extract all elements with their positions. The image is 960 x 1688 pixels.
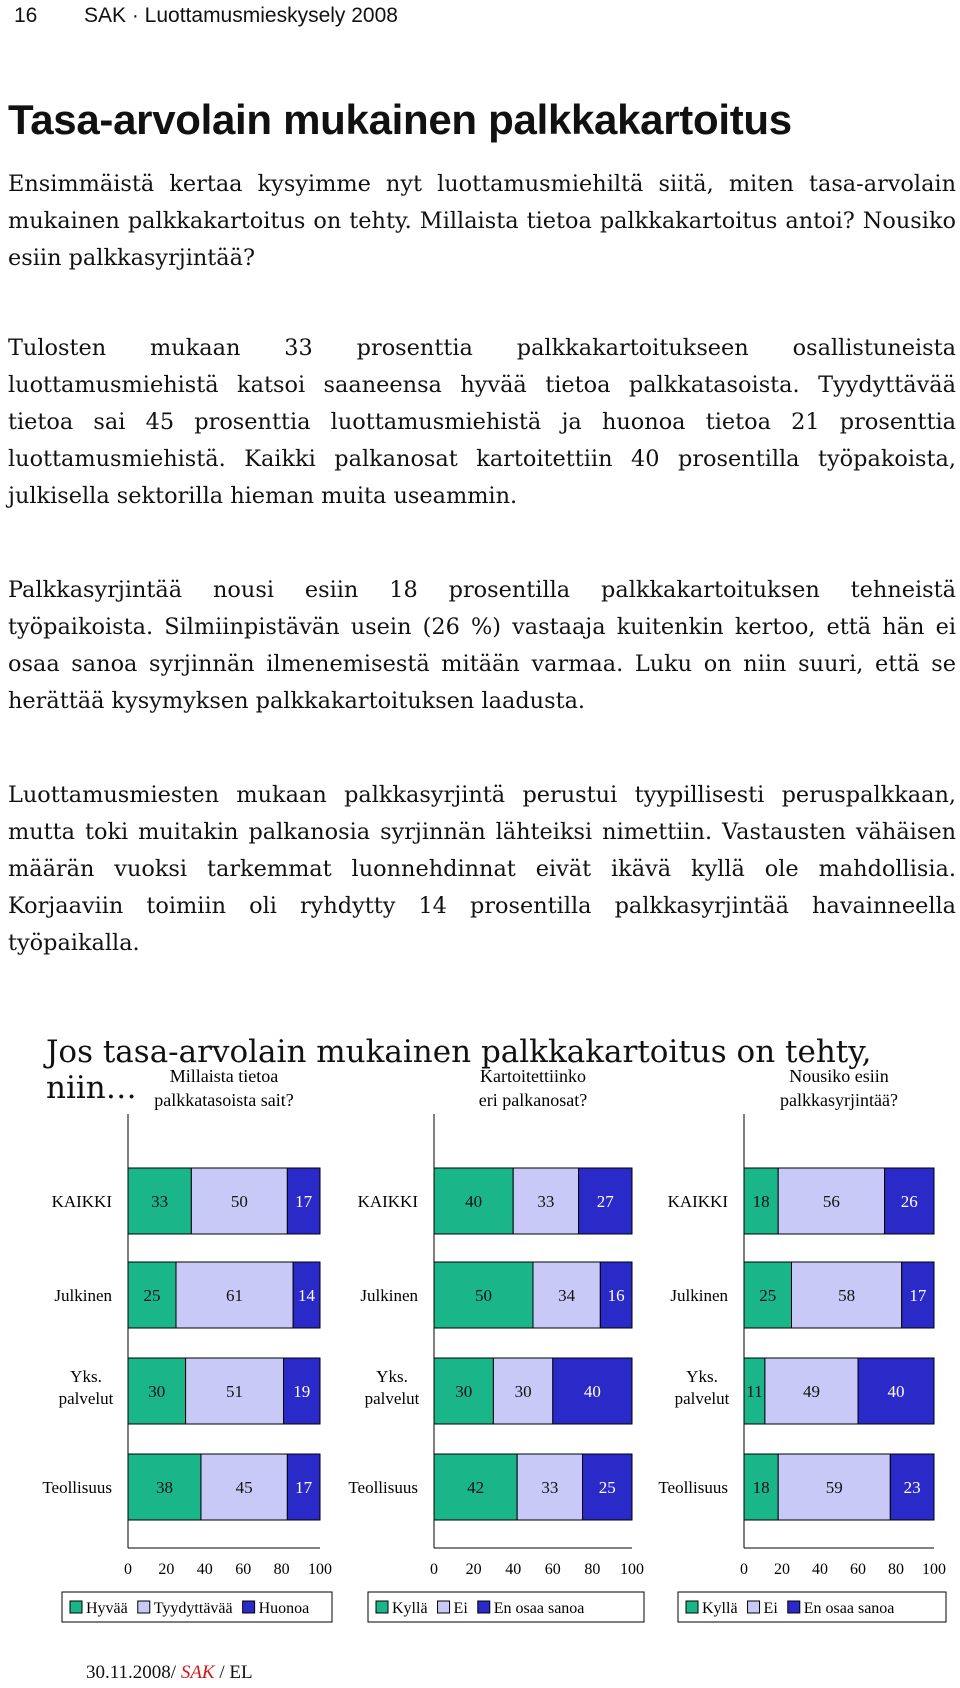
legend-swatch [70,1601,82,1613]
tick-label: 20 [774,1561,790,1578]
data-label: 50 [230,1192,248,1211]
category-label: Julkinen [670,1286,728,1305]
data-label: 40 [465,1192,483,1211]
page-number: 16 [14,4,38,27]
tick-label: 0 [124,1561,132,1578]
tick-label: 20 [465,1561,482,1578]
paragraph: Luottamusmiesten mukaan palkkasyrjintä perustui tyypillisesti peruspalkkaan, mutta toki muitakin palkanosia syrjinnän lähteiksi nimettiin. Vastausten vähäisen määrän vuoksi tarkemmat luonnehdinnat eivät ikävä kyllä ole mahdollisia. Korjaaviin toimiin oli ryhdytty 14 prosentilla palkkasyrjintää havainneella työpaikalla. [8,782,956,956]
data-label: 25 [598,1478,616,1497]
data-label: 25 [143,1286,161,1305]
data-label: 25 [759,1286,777,1305]
chart-title: eri palkanosat? [478,1090,588,1110]
chart-title: Nousiko esiin [789,1066,889,1086]
paragraph: Tulosten mukaan 33 prosenttia palkkakartoitukseen osallistuneista luottamusmiehistä katsoi saaneensa hyvää tietoa palkkatasoista. Tyydyttävää tietoa sai 45 prosenttia luottamusmiehistä ja huonoa tietoa 21 prosenttia luottamusmiehistä. Kaikki palkanosat kartoitettiin 40 prosentilla työpakoista, julkisella sektorilla hieman muita useammin. [8,335,956,509]
tick-label: 100 [922,1561,946,1578]
legend-swatch [748,1601,760,1613]
data-label: 38 [155,1478,173,1497]
data-label: 33 [151,1192,169,1211]
data-label: 51 [226,1382,244,1401]
chart-title: Kartoitettiinko [480,1066,586,1086]
category-label: Teollisuus [658,1478,728,1497]
category-label: palvelut [674,1389,730,1408]
tick-label: 60 [544,1561,561,1578]
data-label: 18 [752,1192,770,1211]
tick-label: 80 [888,1561,904,1578]
data-label: 16 [607,1286,625,1305]
data-label: 30 [455,1382,473,1401]
data-label: 27 [596,1192,614,1211]
legend-label: Ei [453,1600,468,1617]
page-footer [86,1662,253,1684]
category-label: Teollisuus [348,1478,418,1497]
legend-swatch [243,1601,255,1613]
category-label: palvelut [58,1389,114,1408]
data-label: 34 [558,1286,576,1305]
legend-label: Kyllä [392,1600,428,1617]
data-label: 58 [838,1286,856,1305]
data-label: 40 [583,1382,601,1401]
data-label: 11 [746,1382,763,1401]
data-label: 26 [900,1192,918,1211]
paragraph: Ensimmäistä kertaa kysyimme nyt luottamusmiehiltä siitä, miten tasa-arvolain mukainen palkkakartoitus on tehty. Millaista tietoa palkkakartoitus antoi? Nousiko esiin palkkasyrjintää? [8,171,956,271]
page-title: Tasa-arvolain mukainen palkkakartoitus [8,96,792,143]
tick-label: 20 [158,1561,175,1578]
category-label: Yks. [70,1367,102,1386]
tick-label: 100 [308,1561,332,1578]
data-label: 14 [298,1286,316,1305]
tick-label: 80 [584,1561,601,1578]
tick-label: 40 [812,1561,828,1578]
legend-swatch [478,1601,490,1613]
chart-title: palkkatasoista sait? [154,1090,294,1110]
category-label: Yks. [686,1367,718,1386]
footer-brand: SAK [180,1662,215,1683]
category-label: Julkinen [54,1286,112,1305]
category-label: Yks. [376,1367,408,1386]
data-label: 17 [909,1286,927,1305]
data-label: 30 [148,1382,166,1401]
legend-label: Kyllä [702,1600,738,1617]
data-label: 50 [475,1286,492,1305]
legend-swatch [376,1601,388,1613]
category-label: KAIKKI [357,1192,418,1211]
data-label: 30 [514,1382,532,1401]
category-label: Julkinen [360,1286,418,1305]
data-label: 45 [235,1478,253,1497]
legend-swatch [686,1601,698,1613]
tick-label: 40 [196,1561,213,1578]
legend-swatch [138,1601,150,1613]
legend-label: Tyydyttävää [153,1600,233,1617]
data-label: 33 [537,1192,555,1211]
data-label: 42 [467,1478,485,1497]
publication-name: SAK · Luottamusmieskysely 2008 [84,4,398,27]
data-label: 19 [293,1382,311,1401]
footer-date: 30.11.2008/ [86,1662,181,1683]
data-label: 61 [226,1286,244,1305]
footer-initials: / EL [214,1662,253,1683]
legend-label: En osaa sanoa [803,1600,895,1617]
tick-label: 60 [235,1561,252,1578]
data-label: 17 [295,1478,313,1497]
tick-label: 0 [740,1561,748,1578]
legend-swatch [438,1601,450,1613]
data-label: 59 [825,1478,843,1497]
legend-label: Huonoa [258,1600,310,1617]
legend-label: Ei [763,1600,778,1617]
data-label: 33 [541,1478,559,1497]
category-label: KAIKKI [667,1192,728,1211]
tick-label: 80 [273,1561,290,1578]
category-label: KAIKKI [51,1192,112,1211]
data-label: 40 [887,1382,905,1401]
tick-label: 0 [430,1561,438,1578]
chart-title: Millaista tietoa [169,1066,279,1086]
data-label: 23 [903,1478,921,1497]
data-label: 49 [802,1382,820,1401]
data-label: 56 [822,1192,840,1211]
legend-label: Hyvää [86,1600,128,1617]
figure-title: Jos tasa-arvolain mukainen palkkakartoitus on tehty, niin… [46,1034,872,1106]
tick-label: 100 [620,1561,644,1578]
chart-title: palkkasyrjintää? [780,1090,898,1110]
page-header [14,4,398,28]
legend-swatch [788,1601,800,1613]
legend-label: En osaa sanoa [493,1600,585,1617]
paragraph: Palkkasyrjintää nousi esiin 18 prosentilla palkkakartoituksen tehneistä työpaikoista. Silmiinpistävän usein (26 %) vastaaja kuitenkin kertoo, että hän ei osaa sanoa syrjinnän ilmenemisestä mitään varmaa. Luku on niin suuri, että se herättää kysymyksen palkkakartoituksen laadusta. [8,577,956,714]
tick-label: 60 [850,1561,866,1578]
category-label: palvelut [364,1389,420,1408]
category-label: Teollisuus [42,1478,112,1497]
data-label: 18 [752,1478,770,1497]
data-label: 17 [295,1192,313,1211]
tick-label: 40 [505,1561,522,1578]
